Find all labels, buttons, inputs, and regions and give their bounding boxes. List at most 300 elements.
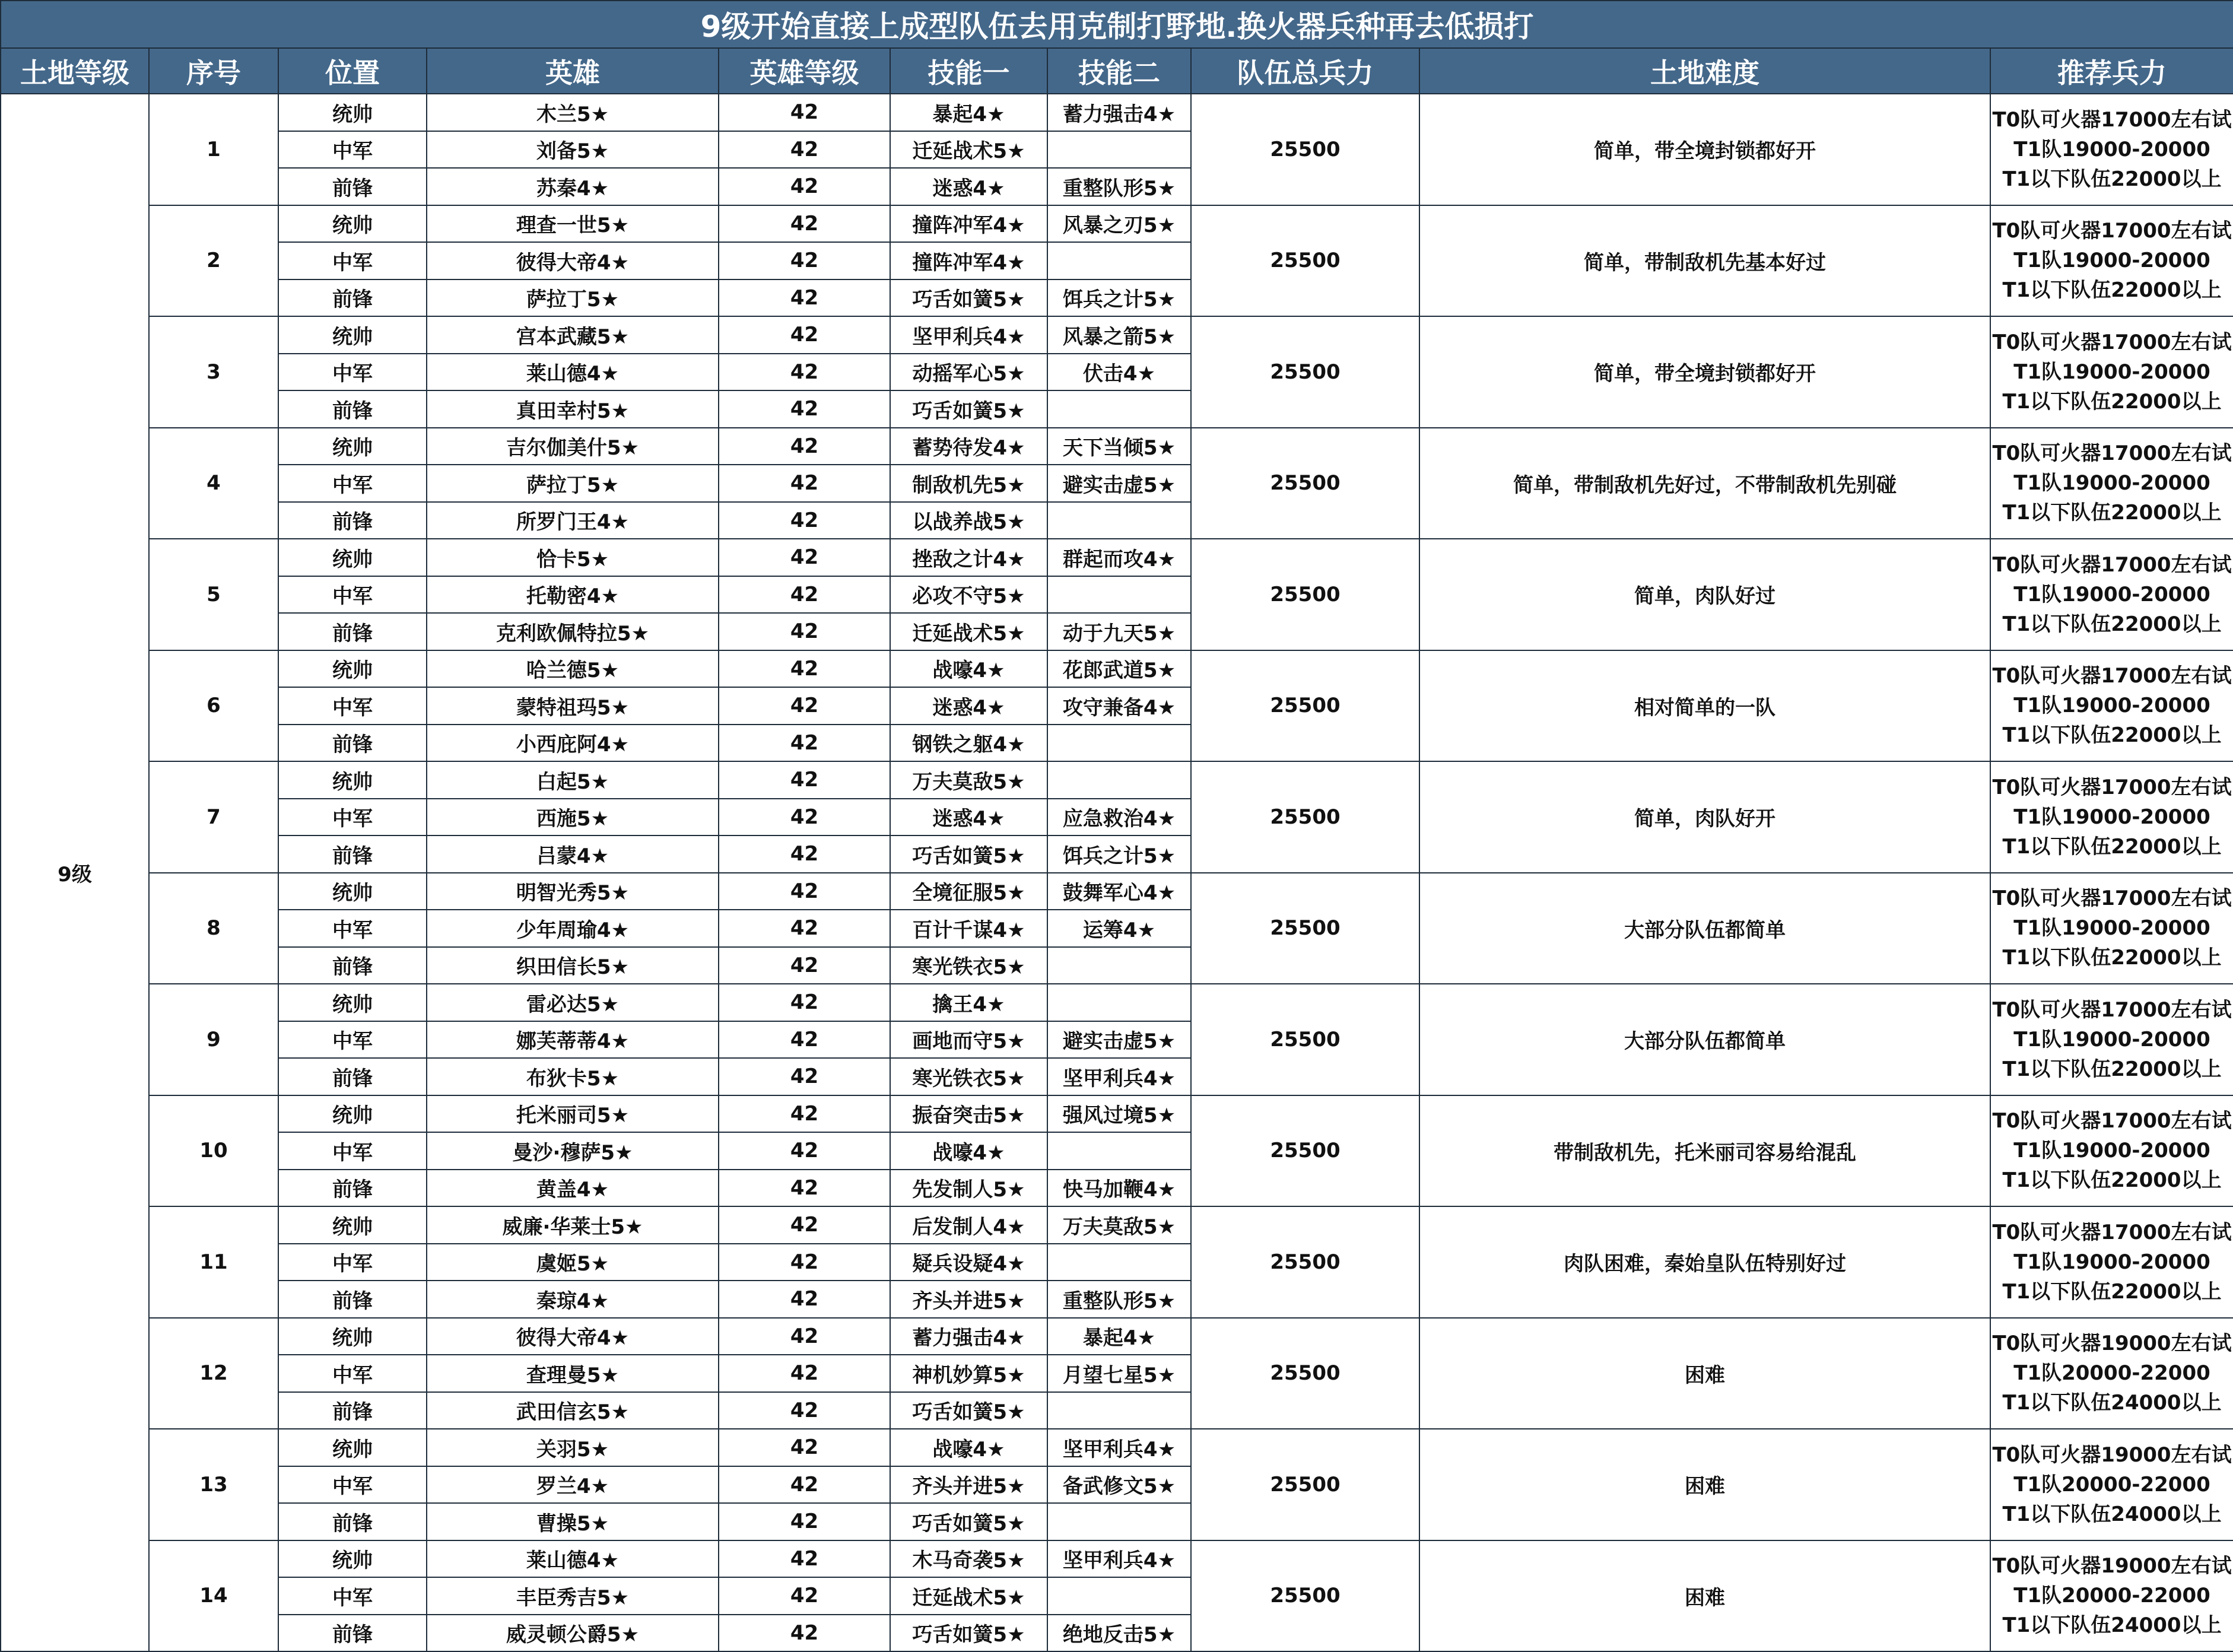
skill-one-cell: 巧舌如簧5★ <box>890 390 1047 428</box>
hero-cell: 哈兰德5★ <box>427 650 719 688</box>
hero-cell: 克利欧佩特拉5★ <box>427 613 719 650</box>
skill-two-cell <box>1047 761 1191 799</box>
skill-two-cell: 重整队形5★ <box>1047 168 1191 205</box>
recommended-troops-line: T1队19000-20000 <box>2013 137 2210 161</box>
total-troops-cell: 25500 <box>1191 205 1419 317</box>
skill-one-cell: 齐头并进5★ <box>890 1281 1047 1318</box>
hero-level-cell: 42 <box>719 1095 890 1133</box>
hero-cell: 曼沙·穆萨5★ <box>427 1132 719 1170</box>
skill-one-cell: 擒王4★ <box>890 984 1047 1021</box>
position-cell: 中军 <box>278 576 427 614</box>
position-cell: 统帅 <box>278 428 427 465</box>
position-cell: 前锋 <box>278 502 427 539</box>
recommended-troops-line: T1以下队伍22000以上 <box>2002 501 2222 525</box>
hero-level-cell: 42 <box>719 131 890 169</box>
recommended-troops-line: T1以下队伍22000以上 <box>2002 167 2222 191</box>
hero-level-cell: 42 <box>719 1318 890 1355</box>
skill-two-cell: 万夫莫敌5★ <box>1047 1206 1191 1244</box>
total-troops-cell: 25500 <box>1191 984 1419 1095</box>
hero-level-cell: 42 <box>719 316 890 354</box>
hero-cell: 白起5★ <box>427 761 719 799</box>
table-row <box>1 873 2233 910</box>
header-hero-level: 英雄等级 <box>719 48 890 94</box>
hero-level-cell: 42 <box>719 947 890 984</box>
team-number: 8 <box>149 873 278 984</box>
skill-one-cell: 以战养战5★ <box>890 502 1047 539</box>
hero-level-cell: 42 <box>719 168 890 205</box>
recommended-troops-line: T1队19000-20000 <box>2013 916 2210 941</box>
skill-one-cell: 百计千谋4★ <box>890 910 1047 947</box>
position-cell: 统帅 <box>278 650 427 688</box>
hero-cell: 彼得大帝4★ <box>427 242 719 279</box>
hero-cell: 托米丽司5★ <box>427 1095 719 1133</box>
hero-level-cell: 42 <box>719 390 890 428</box>
skill-two-cell: 蓄力强击4★ <box>1047 94 1191 131</box>
recommended-troops-cell <box>1990 94 2233 205</box>
position-cell: 前锋 <box>278 613 427 650</box>
hero-cell: 蒙特祖玛5★ <box>427 687 719 725</box>
difficulty-cell: 困难 <box>1419 1540 1990 1652</box>
difficulty-cell: 简单，带全境封锁都好开 <box>1419 94 1990 205</box>
header-hero: 英雄 <box>427 48 719 94</box>
hero-level-cell: 42 <box>719 1540 890 1578</box>
hero-level-cell: 42 <box>719 502 890 539</box>
sheet-title: 9级开始直接上成型队伍去用克制打野地.换火器兵种再去低损打 <box>1 1 2233 48</box>
total-troops-cell: 25500 <box>1191 1095 1419 1207</box>
position-cell: 中军 <box>278 242 427 279</box>
difficulty-cell: 困难 <box>1419 1318 1990 1429</box>
skill-one-cell: 蓄势待发4★ <box>890 428 1047 465</box>
table-row <box>1 94 2233 131</box>
recommended-troops-cell <box>1990 205 2233 317</box>
skill-two-cell <box>1047 242 1191 279</box>
position-cell: 中军 <box>278 465 427 502</box>
hero-level-cell: 42 <box>719 687 890 725</box>
hero-cell: 理查一世5★ <box>427 205 719 243</box>
skill-one-cell: 制敌机先5★ <box>890 465 1047 502</box>
recommended-troops-line: T0队可火器19000左右试 <box>1992 1443 2232 1467</box>
position-cell: 统帅 <box>278 205 427 243</box>
total-troops-cell: 25500 <box>1191 650 1419 762</box>
team-number: 12 <box>149 1318 278 1429</box>
skill-one-cell: 振奋突击5★ <box>890 1095 1047 1133</box>
recommended-troops-line: T0队可火器17000左右试 <box>1992 664 2232 688</box>
hero-level-cell: 42 <box>719 910 890 947</box>
skill-one-cell: 撞阵冲军4★ <box>890 242 1047 279</box>
skill-two-cell: 运筹4★ <box>1047 910 1191 947</box>
recommended-troops-line: T0队可火器17000左右试 <box>1992 441 2232 466</box>
team-number: 14 <box>149 1540 278 1652</box>
header-total-troops: 队伍总兵力 <box>1191 48 1419 94</box>
position-cell: 统帅 <box>278 94 427 131</box>
skill-one-cell: 迷惑4★ <box>890 687 1047 725</box>
position-cell: 中军 <box>278 1021 427 1059</box>
recommended-troops-line: T0队可火器17000左右试 <box>1992 219 2232 243</box>
recommended-troops-cell <box>1990 428 2233 539</box>
skill-one-cell: 巧舌如簧5★ <box>890 279 1047 317</box>
header-skill-two: 技能二 <box>1047 48 1191 94</box>
position-cell: 统帅 <box>278 761 427 799</box>
skill-two-cell <box>1047 1503 1191 1540</box>
skill-two-cell: 备武修文5★ <box>1047 1466 1191 1504</box>
skill-two-cell: 快马加鞭4★ <box>1047 1170 1191 1207</box>
hero-cell: 西施5★ <box>427 799 719 836</box>
hero-cell: 所罗门王4★ <box>427 502 719 539</box>
hero-cell: 吕蒙4★ <box>427 835 719 873</box>
hero-level-cell: 42 <box>719 205 890 243</box>
team-number: 13 <box>149 1429 278 1540</box>
skill-one-cell: 巧舌如簧5★ <box>890 1392 1047 1429</box>
hero-level-cell: 42 <box>719 799 890 836</box>
position-cell: 统帅 <box>278 984 427 1021</box>
hero-level-cell: 42 <box>719 465 890 502</box>
skill-one-cell: 寒光铁衣5★ <box>890 1058 1047 1095</box>
position-cell: 中军 <box>278 354 427 391</box>
position-cell: 前锋 <box>278 1058 427 1095</box>
total-troops-cell: 25500 <box>1191 539 1419 650</box>
skill-one-cell: 先发制人5★ <box>890 1170 1047 1207</box>
skill-one-cell: 木马奇袭5★ <box>890 1540 1047 1578</box>
skill-two-cell <box>1047 502 1191 539</box>
skill-two-cell: 应急救治4★ <box>1047 799 1191 836</box>
skill-two-cell: 花郎武道5★ <box>1047 650 1191 688</box>
skill-two-cell <box>1047 725 1191 762</box>
recommended-troops-cell <box>1990 1540 2233 1652</box>
difficulty-cell: 带制敌机先，托米丽司容易给混乱 <box>1419 1095 1990 1207</box>
hero-level-cell: 42 <box>719 1355 890 1392</box>
hero-cell: 彼得大帝4★ <box>427 1318 719 1355</box>
hero-level-cell: 42 <box>719 1281 890 1318</box>
recommended-troops-cell <box>1990 1318 2233 1429</box>
hero-level-cell: 42 <box>719 279 890 317</box>
skill-two-cell <box>1047 390 1191 428</box>
skill-two-cell <box>1047 1577 1191 1615</box>
hero-cell: 萨拉丁5★ <box>427 465 719 502</box>
skill-two-cell: 风暴之刃5★ <box>1047 205 1191 243</box>
recommended-troops-line: T1队19000-20000 <box>2013 1139 2210 1163</box>
skill-two-cell: 强风过境5★ <box>1047 1095 1191 1133</box>
recommended-troops-cell <box>1990 1429 2233 1540</box>
skill-one-cell: 后发制人4★ <box>890 1206 1047 1244</box>
skill-one-cell: 坚甲利兵4★ <box>890 316 1047 354</box>
table-row <box>1 428 2233 465</box>
position-cell: 前锋 <box>278 1503 427 1540</box>
skill-two-cell <box>1047 1392 1191 1429</box>
skill-one-cell: 战嚎4★ <box>890 1429 1047 1466</box>
position-cell: 统帅 <box>278 1429 427 1466</box>
skill-one-cell: 寒光铁衣5★ <box>890 947 1047 984</box>
hero-level-cell: 42 <box>719 1206 890 1244</box>
recommended-troops-line: T1队20000-22000 <box>2013 1472 2210 1497</box>
skill-two-cell <box>1047 947 1191 984</box>
hero-cell: 托勒密4★ <box>427 576 719 614</box>
recommended-troops-line: T1队19000-20000 <box>2013 582 2210 606</box>
hero-level-cell: 42 <box>719 1170 890 1207</box>
position-cell: 中军 <box>278 799 427 836</box>
hero-cell: 丰臣秀吉5★ <box>427 1577 719 1615</box>
position-cell: 中军 <box>278 1577 427 1615</box>
hero-cell: 织田信长5★ <box>427 947 719 984</box>
skill-one-cell: 迁延战术5★ <box>890 613 1047 650</box>
recommended-troops-line: T1以下队伍22000以上 <box>2002 723 2222 748</box>
recommended-troops-line: T0队可火器17000左右试 <box>1992 552 2232 577</box>
skill-two-cell: 动于九天5★ <box>1047 613 1191 650</box>
hero-cell: 宫本武藏5★ <box>427 316 719 354</box>
recommended-troops-line: T1队19000-20000 <box>2013 471 2210 495</box>
recommended-troops-line: T1队19000-20000 <box>2013 805 2210 829</box>
difficulty-cell: 简单，肉队好过 <box>1419 539 1990 650</box>
team-number: 7 <box>149 761 278 873</box>
skill-two-cell: 饵兵之计5★ <box>1047 835 1191 873</box>
recommended-troops-cell <box>1990 873 2233 984</box>
recommended-troops-cell <box>1990 539 2233 650</box>
skill-one-cell: 巧舌如簧5★ <box>890 1503 1047 1540</box>
header-land-level: 土地等级 <box>1 48 149 94</box>
table-row <box>1 650 2233 688</box>
recommended-troops-line: T1以下队伍22000以上 <box>2002 1057 2222 1081</box>
recommended-troops-cell <box>1990 650 2233 762</box>
difficulty-cell: 简单，带制敌机先基本好过 <box>1419 205 1990 317</box>
skill-one-cell: 巧舌如簧5★ <box>890 835 1047 873</box>
position-cell: 中军 <box>278 1132 427 1170</box>
hero-level-cell: 42 <box>719 539 890 576</box>
hero-cell: 黄盖4★ <box>427 1170 719 1207</box>
table-row <box>1 1095 2233 1133</box>
hero-level-cell: 42 <box>719 354 890 391</box>
total-troops-cell: 25500 <box>1191 316 1419 428</box>
skill-two-cell: 绝地反击5★ <box>1047 1615 1191 1652</box>
recommended-troops-line: T0队可火器19000左右试 <box>1992 1554 2232 1578</box>
position-cell: 前锋 <box>278 279 427 317</box>
skill-two-cell: 暴起4★ <box>1047 1318 1191 1355</box>
hero-cell: 木兰5★ <box>427 94 719 131</box>
recommended-troops-cell <box>1990 761 2233 873</box>
hero-cell: 虞姬5★ <box>427 1244 719 1281</box>
total-troops-cell: 25500 <box>1191 873 1419 984</box>
hero-cell: 关羽5★ <box>427 1429 719 1466</box>
hero-level-cell: 42 <box>719 1466 890 1504</box>
skill-one-cell: 撞阵冲军4★ <box>890 205 1047 243</box>
difficulty-cell: 大部分队伍都简单 <box>1419 984 1990 1095</box>
hero-level-cell: 42 <box>719 94 890 131</box>
skill-two-cell <box>1047 576 1191 614</box>
title-row <box>1 1 2233 48</box>
hero-cell: 曹操5★ <box>427 1503 719 1540</box>
position-cell: 前锋 <box>278 1281 427 1318</box>
skill-one-cell: 巧舌如簧5★ <box>890 1615 1047 1652</box>
skill-two-cell: 攻守兼备4★ <box>1047 687 1191 725</box>
skill-one-cell: 全境征服5★ <box>890 873 1047 910</box>
header-number: 序号 <box>149 48 278 94</box>
recommended-troops-line: T1以下队伍22000以上 <box>2002 389 2222 414</box>
land-level-cell: 9级 <box>1 94 149 1651</box>
hero-level-cell: 42 <box>719 873 890 910</box>
hero-cell: 明智光秀5★ <box>427 873 719 910</box>
total-troops-cell: 25500 <box>1191 1318 1419 1429</box>
difficulty-cell: 简单，带制敌机先好过，不带制敌机先别碰 <box>1419 428 1990 539</box>
difficulty-cell: 相对简单的一队 <box>1419 650 1990 762</box>
recommended-troops-line: T1以下队伍22000以上 <box>2002 1279 2222 1304</box>
hero-cell: 少年周瑜4★ <box>427 910 719 947</box>
hero-cell: 查理曼5★ <box>427 1355 719 1392</box>
recommended-troops-cell <box>1990 316 2233 428</box>
position-cell: 前锋 <box>278 390 427 428</box>
position-cell: 前锋 <box>278 1615 427 1652</box>
skill-two-cell <box>1047 1132 1191 1170</box>
skill-two-cell: 群起而攻4★ <box>1047 539 1191 576</box>
hero-level-cell: 42 <box>719 1429 890 1466</box>
hero-cell: 秦琼4★ <box>427 1281 719 1318</box>
skill-one-cell: 挫敌之计4★ <box>890 539 1047 576</box>
skill-two-cell: 避实击虚5★ <box>1047 1021 1191 1059</box>
skill-two-cell <box>1047 1244 1191 1281</box>
recommended-troops-line: T1队20000-22000 <box>2013 1584 2210 1608</box>
team-number: 3 <box>149 316 278 428</box>
team-number: 4 <box>149 428 278 539</box>
recommended-troops-line: T0队可火器17000左右试 <box>1992 1220 2232 1244</box>
position-cell: 统帅 <box>278 316 427 354</box>
hero-cell: 莱山德4★ <box>427 354 719 391</box>
recommended-troops-line: T1队19000-20000 <box>2013 694 2210 718</box>
difficulty-cell: 困难 <box>1419 1429 1990 1540</box>
total-troops-cell: 25500 <box>1191 428 1419 539</box>
skill-two-cell: 避实击虚5★ <box>1047 465 1191 502</box>
recommended-troops-line: T1以下队伍24000以上 <box>2002 1502 2222 1526</box>
hero-cell: 雷必达5★ <box>427 984 719 1021</box>
recommended-troops-line: T0队可火器19000左右试 <box>1992 1332 2232 1356</box>
recommended-troops-cell <box>1990 1206 2233 1318</box>
recommended-troops-cell <box>1990 984 2233 1095</box>
hero-cell: 萨拉丁5★ <box>427 279 719 317</box>
recommended-troops-line: T1以下队伍24000以上 <box>2002 1613 2222 1638</box>
position-cell: 前锋 <box>278 835 427 873</box>
header-position: 位置 <box>278 48 427 94</box>
skill-one-cell: 暴起4★ <box>890 94 1047 131</box>
recommended-troops-line: T1队20000-22000 <box>2013 1361 2210 1386</box>
hero-cell: 刘备5★ <box>427 131 719 169</box>
table-row <box>1 1318 2233 1355</box>
skill-one-cell: 神机妙算5★ <box>890 1355 1047 1392</box>
recommended-troops-line: T1队19000-20000 <box>2013 1250 2210 1274</box>
skill-one-cell: 疑兵设疑4★ <box>890 1244 1047 1281</box>
hero-level-cell: 42 <box>719 1615 890 1652</box>
skill-two-cell: 伏击4★ <box>1047 354 1191 391</box>
position-cell: 统帅 <box>278 1540 427 1578</box>
hero-level-cell: 42 <box>719 1503 890 1540</box>
skill-one-cell: 迁延战术5★ <box>890 1577 1047 1615</box>
position-cell: 统帅 <box>278 1318 427 1355</box>
skill-one-cell: 万夫莫敌5★ <box>890 761 1047 799</box>
team-number: 10 <box>149 1095 278 1207</box>
difficulty-cell: 简单，肉队好开 <box>1419 761 1990 873</box>
position-cell: 中军 <box>278 910 427 947</box>
skill-two-cell: 坚甲利兵4★ <box>1047 1540 1191 1578</box>
position-cell: 中军 <box>278 1244 427 1281</box>
hero-cell: 恰卡5★ <box>427 539 719 576</box>
hero-cell: 布狄卡5★ <box>427 1058 719 1095</box>
hero-level-cell: 42 <box>719 1132 890 1170</box>
table-body <box>1 1 2233 1651</box>
skill-one-cell: 钢铁之躯4★ <box>890 725 1047 762</box>
recommended-troops-line: T0队可火器17000左右试 <box>1992 997 2232 1022</box>
total-troops-cell: 25500 <box>1191 1206 1419 1318</box>
position-cell: 统帅 <box>278 1095 427 1133</box>
team-number: 11 <box>149 1206 278 1318</box>
hero-cell: 吉尔伽美什5★ <box>427 428 719 465</box>
total-troops-cell: 25500 <box>1191 1429 1419 1540</box>
table-row <box>1 1540 2233 1578</box>
hero-cell: 罗兰4★ <box>427 1466 719 1504</box>
hero-level-cell: 42 <box>719 835 890 873</box>
hero-level-cell: 42 <box>719 984 890 1021</box>
skill-one-cell: 迷惑4★ <box>890 799 1047 836</box>
difficulty-cell: 大部分队伍都简单 <box>1419 873 1990 984</box>
skill-two-cell: 风暴之箭5★ <box>1047 316 1191 354</box>
recommended-troops-line: T0队可火器17000左右试 <box>1992 107 2232 132</box>
table-row <box>1 539 2233 576</box>
skill-one-cell: 动摇军心5★ <box>890 354 1047 391</box>
table-row <box>1 1206 2233 1244</box>
recommended-troops-line: T0队可火器17000左右试 <box>1992 887 2232 911</box>
skill-one-cell: 齐头并进5★ <box>890 1466 1047 1504</box>
position-cell: 统帅 <box>278 539 427 576</box>
skill-two-cell: 饵兵之计5★ <box>1047 279 1191 317</box>
position-cell: 中军 <box>278 131 427 169</box>
table-row <box>1 205 2233 243</box>
skill-one-cell: 画地而守5★ <box>890 1021 1047 1059</box>
hero-level-cell: 42 <box>719 1021 890 1059</box>
team-number: 9 <box>149 984 278 1095</box>
skill-two-cell: 坚甲利兵4★ <box>1047 1429 1191 1466</box>
recommended-troops-line: T0队可火器17000左右试 <box>1992 775 2232 799</box>
table-row <box>1 761 2233 799</box>
position-cell: 前锋 <box>278 168 427 205</box>
skill-two-cell: 重整队形5★ <box>1047 1281 1191 1318</box>
hero-level-cell: 42 <box>719 761 890 799</box>
hero-level-cell: 42 <box>719 576 890 614</box>
hero-cell: 苏秦4★ <box>427 168 719 205</box>
position-cell: 统帅 <box>278 1206 427 1244</box>
skill-one-cell: 迁延战术5★ <box>890 131 1047 169</box>
recommended-troops-line: T0队可火器17000左右试 <box>1992 330 2232 354</box>
position-cell: 前锋 <box>278 947 427 984</box>
recommended-troops-line: T1以下队伍22000以上 <box>2002 946 2222 970</box>
team-number: 2 <box>149 205 278 317</box>
total-troops-cell: 25500 <box>1191 1540 1419 1652</box>
recommended-troops-line: T1以下队伍22000以上 <box>2002 278 2222 303</box>
difficulty-cell: 简单，带全境封锁都好开 <box>1419 316 1990 428</box>
recommended-troops-line: T0队可火器17000左右试 <box>1992 1109 2232 1133</box>
skill-one-cell: 战嚎4★ <box>890 650 1047 688</box>
position-cell: 前锋 <box>278 1170 427 1207</box>
position-cell: 中军 <box>278 1355 427 1392</box>
hero-level-cell: 42 <box>719 613 890 650</box>
hero-cell: 真田幸村5★ <box>427 390 719 428</box>
table-row <box>1 316 2233 354</box>
hero-level-cell: 42 <box>719 428 890 465</box>
skill-two-cell: 鼓舞军心4★ <box>1047 873 1191 910</box>
position-cell: 前锋 <box>278 1392 427 1429</box>
skill-one-cell: 必攻不守5★ <box>890 576 1047 614</box>
header-difficulty: 土地难度 <box>1419 48 1990 94</box>
position-cell: 中军 <box>278 1466 427 1504</box>
hero-level-cell: 42 <box>719 242 890 279</box>
recommended-troops-line: T1队19000-20000 <box>2013 249 2210 273</box>
table-row <box>1 984 2233 1021</box>
recommended-troops-line: T1以下队伍22000以上 <box>2002 1168 2222 1193</box>
position-cell: 中军 <box>278 687 427 725</box>
recommended-troops-line: T1以下队伍22000以上 <box>2002 834 2222 859</box>
